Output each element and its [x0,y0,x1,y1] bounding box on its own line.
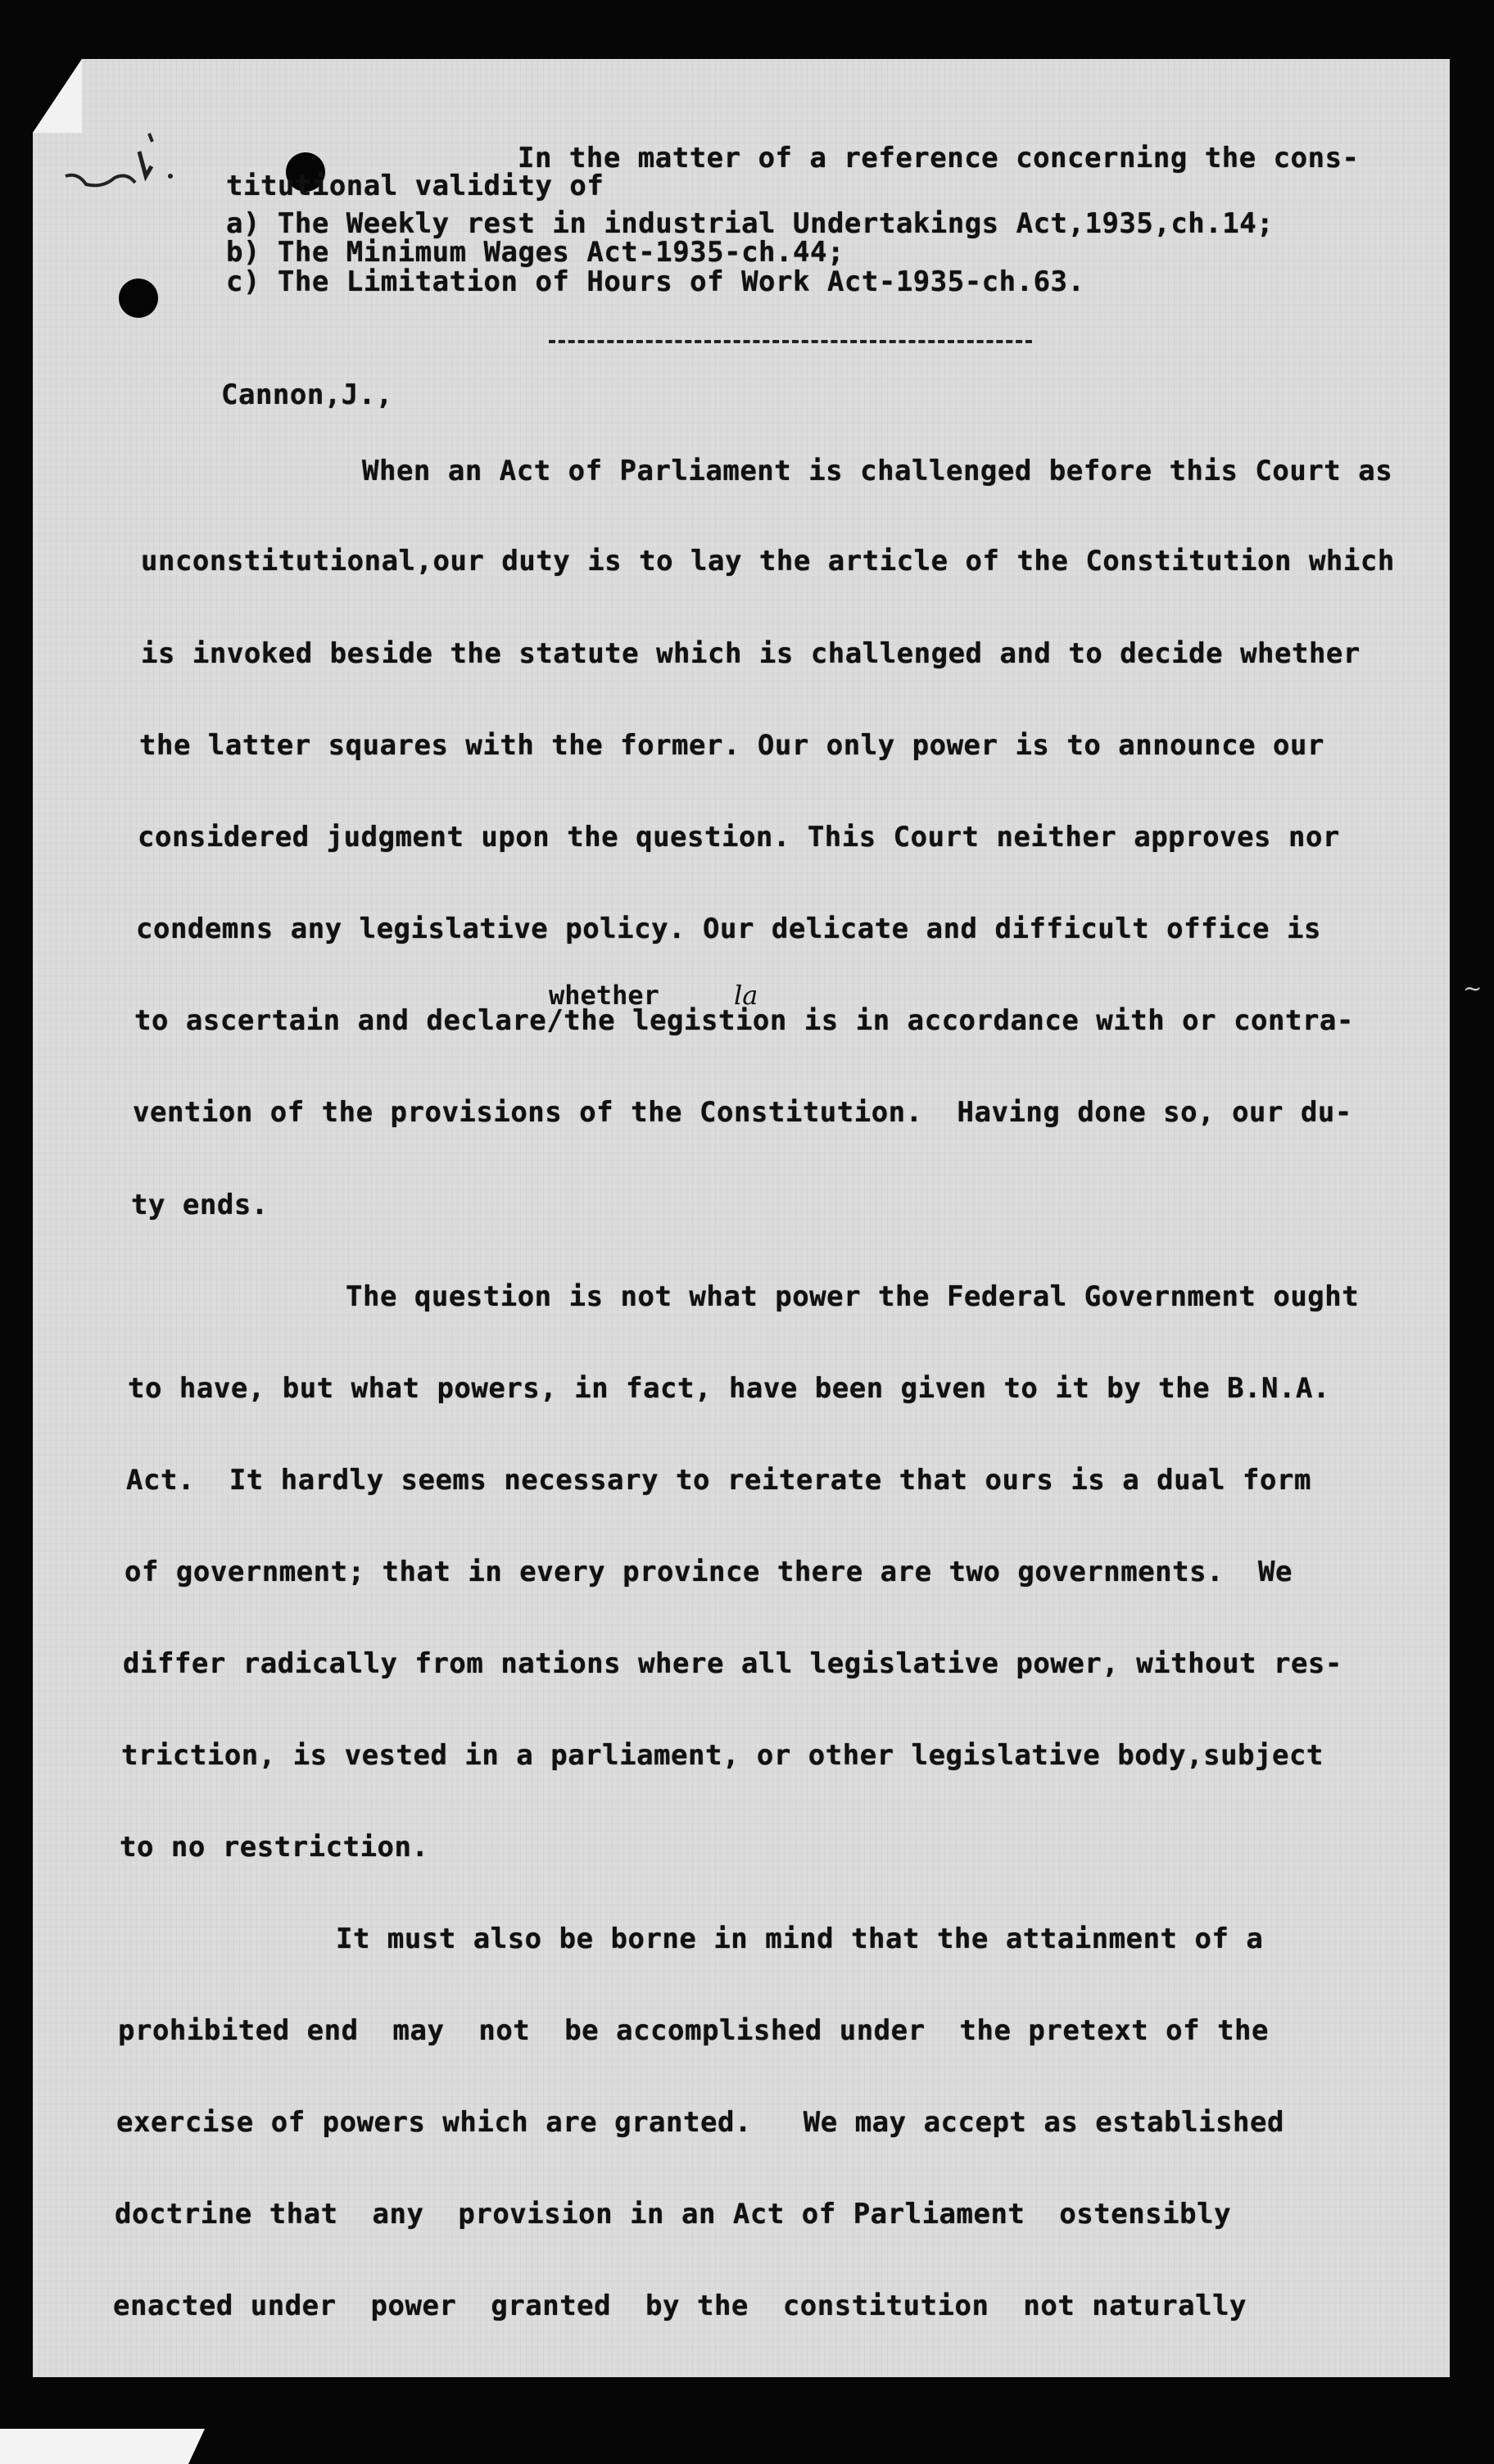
body-line: When an Act of Parliament is challenged before this Court as [362,455,1393,487]
body-line: to have, but what powers, in fact, have been given to it by the B.N.A. [128,1372,1330,1405]
body-line: unconstitutional,our duty is to lay the article of the Constitution which [141,545,1395,578]
body-line: to ascertain and declare/the legistion is in accordance with or contra- [134,1004,1354,1037]
heading-line: titutional validity of [226,170,604,202]
body-line: is invoked beside the statute which is challenged and to decide whether [141,637,1360,670]
heading-line: b) The Minimum Wages Act-1935-ch.44; [226,236,844,269]
body-line: condemns any legislative policy. Our delicate and difficult office is [136,913,1321,945]
separator-rule [549,340,1032,343]
body-line: The question is not what power the Federal Government ought [346,1280,1360,1313]
heading-line: In the matter of a reference concerning the cons- [518,142,1360,174]
body-line: vention of the provisions of the Constitution. Having done so, our du- [133,1096,1352,1129]
margin-mark: ~ [1463,975,1483,1002]
body-line: Act. It hardly seems necessary to reiterate that ours is a dual form [126,1464,1311,1497]
author-line: Cannon,J., [221,378,393,411]
body-line: ty ends. [131,1189,269,1221]
body-line: of government; that in every province there are two governments. We [124,1556,1293,1588]
body-line: enacted under power granted by the constitution not naturally [113,2290,1247,2322]
body-line: considered judgment upon the question. This Court neither approves nor [138,821,1340,854]
page-tab [0,2429,213,2464]
body-line: doctrine that any provision in an Act of Parliament ostensibly [115,2198,1232,2231]
handwritten-correction: la [734,980,758,1011]
heading-line: a) The Weekly rest in industrial Undertakings Act,1935,ch.14; [226,207,1274,240]
body-line: It must also be borne in mind that the attainment of a [336,1923,1264,1955]
handwritten-insert: whether [549,980,659,1011]
heading-line: c) The Limitation of Hours of Work Act-1935-ch.63. [226,265,1085,298]
body-line: prohibited end may not be accomplished under the pretext of the [118,2014,1269,2047]
body-line: to no restriction. [120,1831,429,1864]
body-line: triction, is vested in a parliament, or other legislative body,subject [121,1739,1324,1772]
body-line: exercise of powers which are granted. We may accept as established [116,2106,1284,2139]
body-line: differ radically from nations where all legislative power, without res- [123,1647,1342,1680]
body-line: the latter squares with the former. Our only power is to announce our [139,729,1324,762]
